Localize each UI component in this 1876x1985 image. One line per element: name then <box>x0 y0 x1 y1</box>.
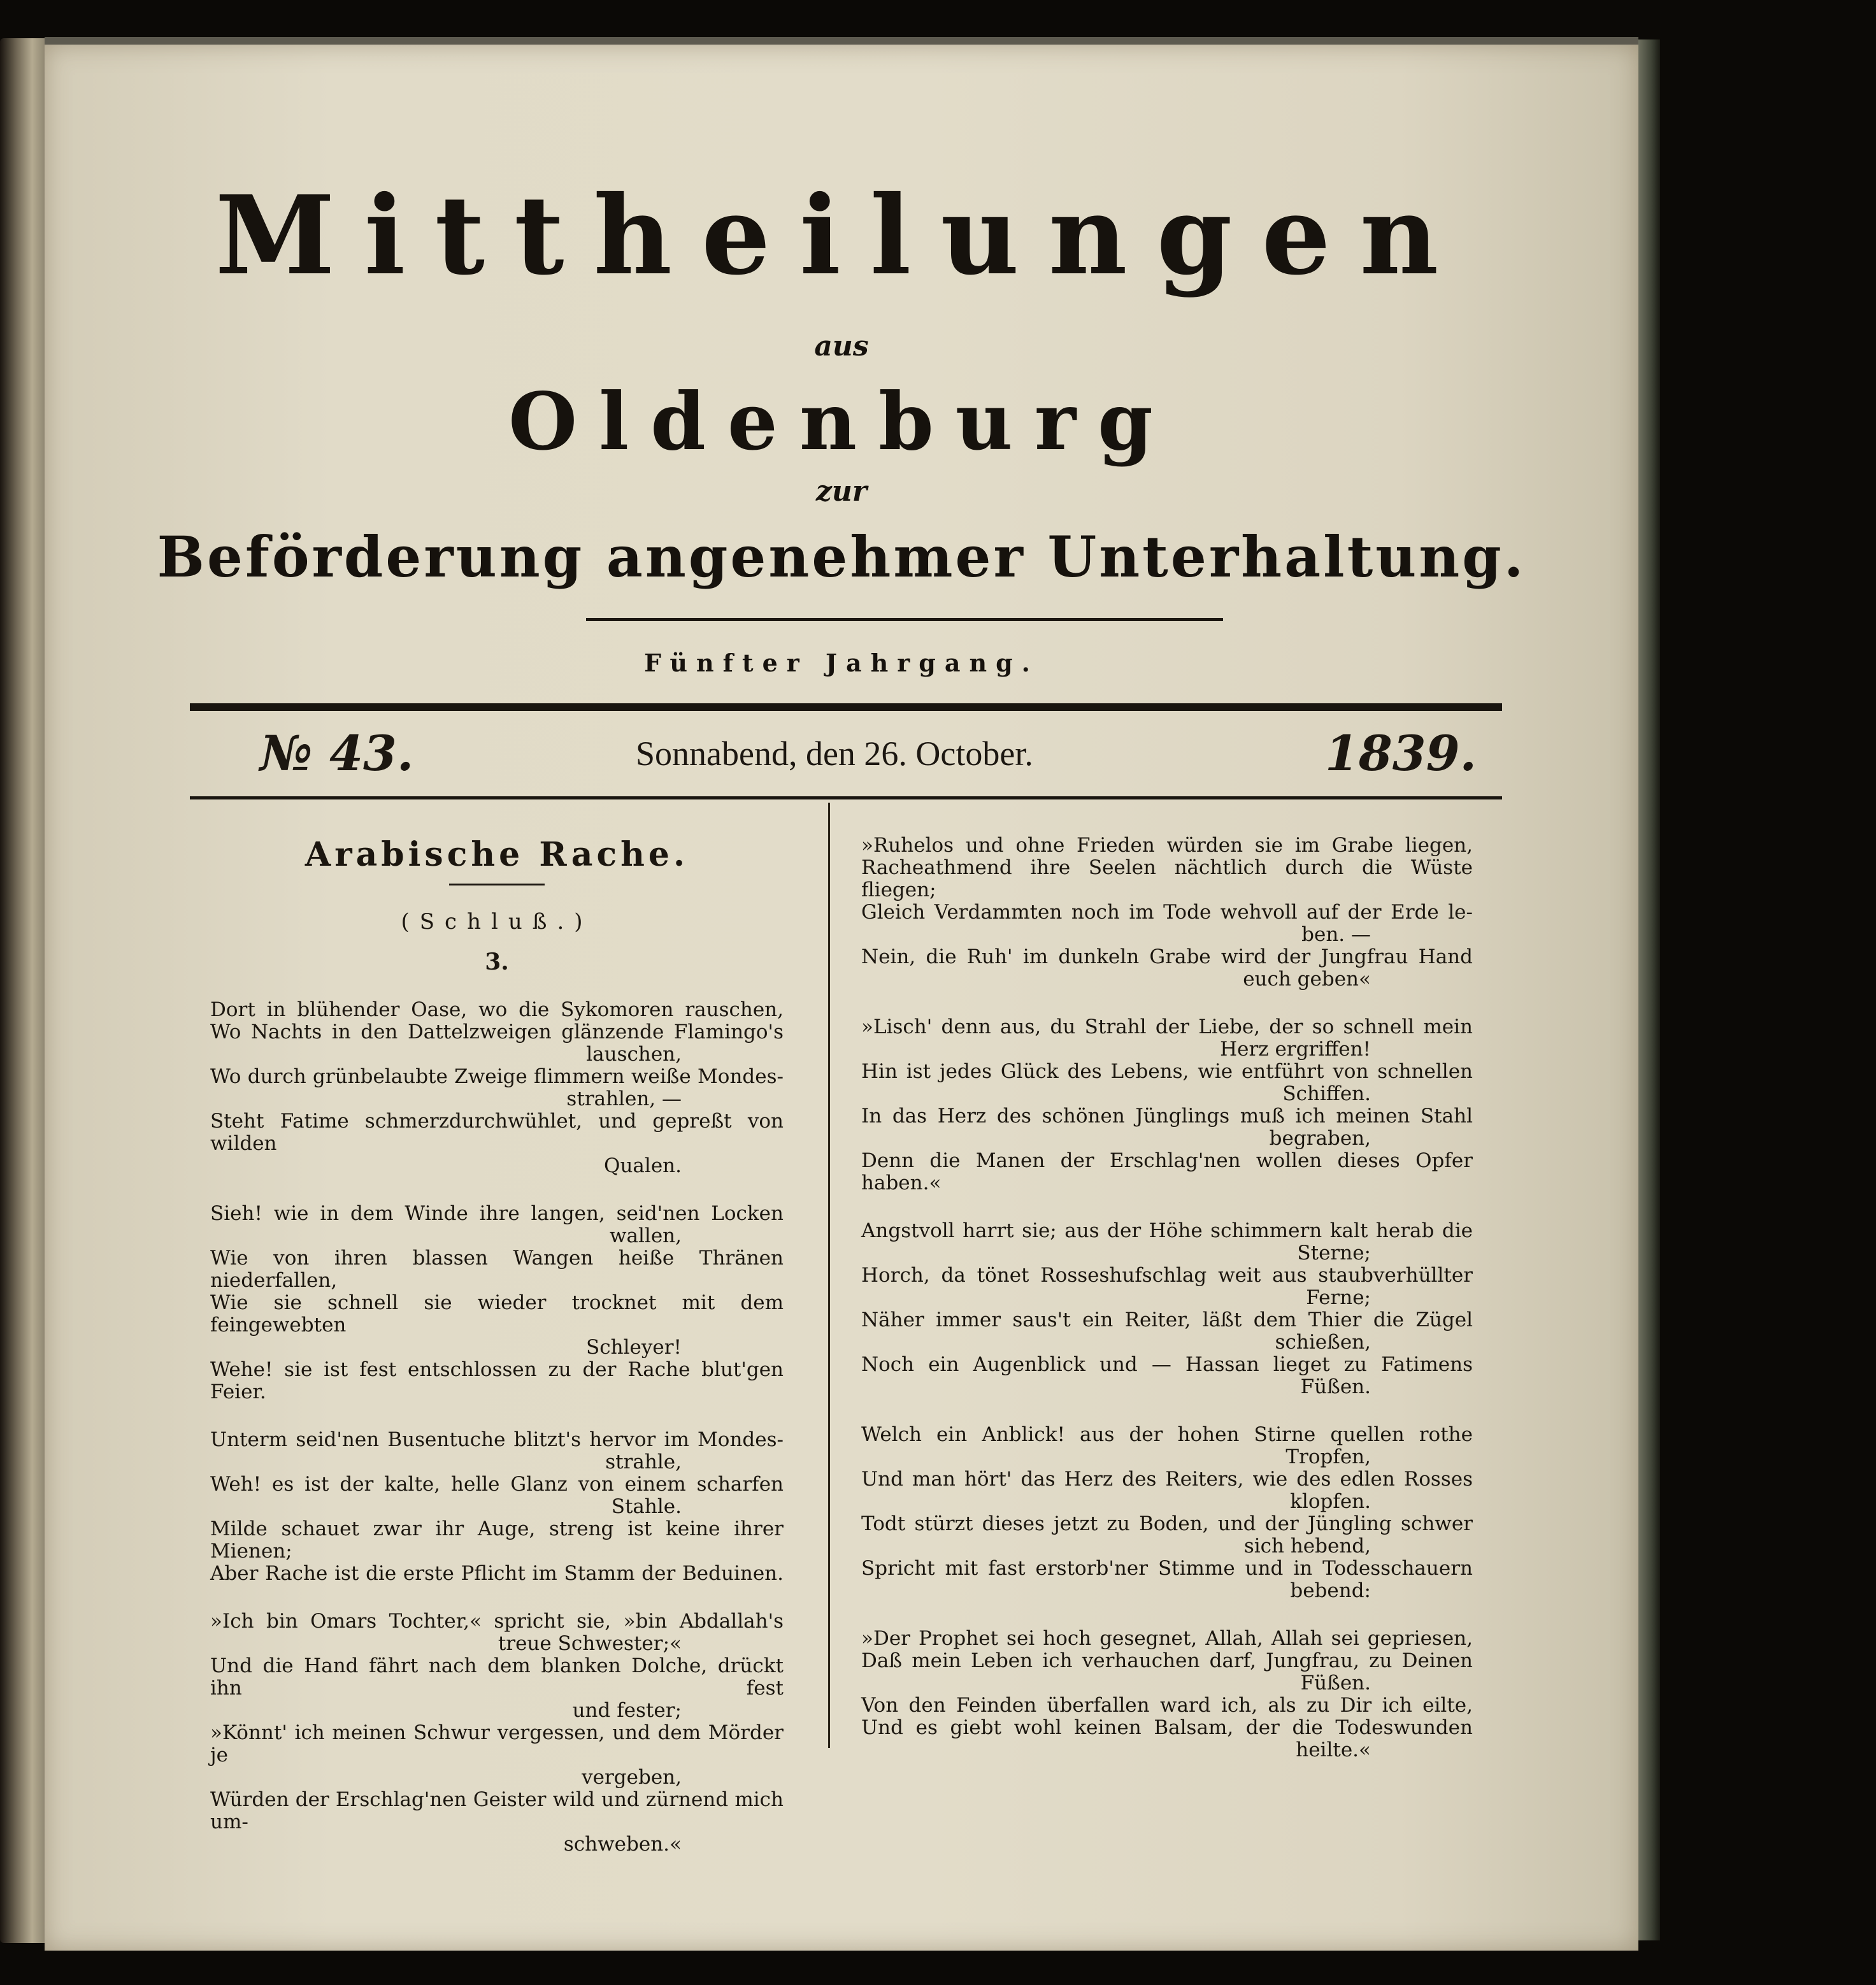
right-page-edge <box>1638 39 1660 1940</box>
verse-continuation: Qualen. <box>604 1154 682 1177</box>
verse-line: Daß mein Leben ich verhauchen darf, Jungfrau, zu Deinen <box>861 1649 1473 1672</box>
verse-continuation: euch geben« <box>1243 968 1371 991</box>
verse-continuation: klopfen. <box>1290 1490 1371 1513</box>
stanza <box>210 1610 784 1856</box>
masthead-zur: zur <box>815 475 868 508</box>
volume-label: Fünfter Jahrgang. <box>644 649 1039 677</box>
verse-continuation: vergeben, <box>582 1766 682 1789</box>
masthead-place: Oldenburg <box>508 376 1175 468</box>
verse-line: Dort in blühender Oase, wo die Sykomoren rauschen, <box>210 998 784 1021</box>
verse-line: Spricht mit fast erstorb'ner Stimme und in Todesschauern <box>861 1557 1473 1580</box>
left-page-binding <box>0 38 46 1943</box>
verse-line: Sieh! wie in dem Winde ihre langen, seid'nen Locken <box>210 1202 784 1225</box>
issue-line <box>190 725 1502 795</box>
verse-line: Wie sie schnell sie wieder trocknet mit dem feingewebten <box>210 1291 784 1336</box>
verse-continuation: Füßen. <box>1300 1375 1371 1398</box>
verse-continuation: wallen, <box>609 1224 682 1247</box>
verse-line: Todt stürzt dieses jetzt zu Boden, und der Jüngling schwer <box>861 1512 1473 1535</box>
verse-line: Denn die Manen der Erschlag'nen wollen dieses Opfer haben.« <box>861 1149 1473 1194</box>
verse-line: Weh! es ist der kalte, helle Glanz von einem scharfen <box>210 1473 784 1496</box>
verse-continuation: schießen, <box>1275 1331 1371 1354</box>
verse-line: Welch ein Anblick! aus der hohen Stirne quellen rothe <box>861 1423 1473 1446</box>
right-column <box>861 835 1473 1787</box>
verse-line: Und man hört' das Herz des Reiters, wie des edlen Rosses <box>861 1468 1473 1491</box>
verse-line: »Ich bin Omars Tochter,« spricht sie, »bin Abdallah's <box>210 1610 784 1633</box>
verse-continuation: begraben, <box>1269 1127 1371 1150</box>
stanza <box>210 1429 784 1585</box>
verse-line: Racheathmend ihre Seelen nächtlich durch die Wüste fliegen; <box>861 856 1473 901</box>
right-stanzas <box>861 835 1473 1761</box>
verse-line: Näher immer saus't ein Reiter, läßt dem Thier die Zügel <box>861 1308 1473 1331</box>
left-stanzas <box>210 999 784 1856</box>
verse-continuation: lauschen, <box>586 1043 682 1066</box>
stanza <box>861 1220 1473 1398</box>
masthead-aus: aus <box>814 330 869 362</box>
issue-date: Sonnabend, den 26. October. <box>636 735 1033 773</box>
verse-line: Wo durch grünbelaubte Zweige flimmern weiße Mondes- <box>210 1065 784 1088</box>
verse-line: Würden der Erschlag'nen Geister wild und zürnend mich um- <box>210 1788 784 1833</box>
verse-line: Noch ein Augenblick und — Hassan lieget zu Fatimens <box>861 1353 1473 1376</box>
verse-line: »Ruhelos und ohne Frieden würden sie im Grabe liegen, <box>861 834 1473 857</box>
verse-line: Aber Rache ist die erste Pflicht im Stamm der Beduinen. <box>210 1562 784 1585</box>
verse-line: »Der Prophet sei hoch gesegnet, Allah, Allah sei gepriesen, <box>861 1627 1473 1650</box>
verse-continuation: Ferne; <box>1306 1286 1371 1309</box>
verse-continuation: treue Schwester;« <box>498 1632 682 1655</box>
verse-continuation: Füßen. <box>1300 1672 1371 1695</box>
verse-line: Und die Hand fährt nach dem blanken Dolche, drückt ihn fest <box>210 1654 784 1700</box>
verse-line: »Könnt' ich meinen Schwur vergessen, und dem Mörder je <box>210 1721 784 1766</box>
verse-line: Wo Nachts in den Dattelzweigen glänzende Flamingo's <box>210 1021 784 1043</box>
verse-line: Steht Fatime schmerzdurchwühlet, und gepreßt von wilden <box>210 1110 784 1155</box>
verse-continuation: Herz ergriffen! <box>1220 1038 1371 1061</box>
column-divider <box>828 803 830 1748</box>
verse-continuation: und fester; <box>572 1699 682 1722</box>
poem-subtitle: (Schluß.) <box>401 909 593 935</box>
verse-continuation: Schiffen. <box>1282 1082 1371 1105</box>
stanza <box>861 835 1473 991</box>
verse-continuation: sich hebend, <box>1243 1535 1371 1558</box>
issue-number: № 43. <box>260 725 414 782</box>
verse-line: Wie von ihren blassen Wangen heiße Thränen niederfallen, <box>210 1247 784 1292</box>
poem-title: Arabische Rache. <box>304 835 689 874</box>
verse-line: Milde schauet zwar ihr Auge, streng ist keine ihrer Mienen; <box>210 1517 784 1563</box>
header-rule-top <box>190 703 1502 711</box>
verse-line: »Lisch' denn aus, du Strahl der Liebe, der so schnell mein <box>861 1015 1473 1038</box>
poem-part-number: 3. <box>485 949 509 975</box>
verse-line: Wehe! sie ist fest entschlossen zu der Rache blut'gen Feier. <box>210 1358 784 1403</box>
verse-continuation: strahle, <box>605 1451 682 1473</box>
newspaper-page <box>45 37 1638 1951</box>
verse-line: Horch, da tönet Rosseshufschlag weit aus staubverhüllter <box>861 1264 1473 1287</box>
header-rule-bottom <box>190 796 1502 799</box>
masthead-divider <box>586 618 1223 621</box>
verse-line: Hin ist jedes Glück des Lebens, wie entführt von schnellen <box>861 1060 1473 1083</box>
stanza <box>210 1203 784 1403</box>
verse-line: Gleich Verdammten noch im Tode wehvoll auf der Erde le- <box>861 901 1473 924</box>
verse-continuation: strahlen, — <box>566 1087 682 1110</box>
verse-continuation: Stahle. <box>611 1495 682 1518</box>
stanza <box>861 1016 1473 1194</box>
verse-continuation: ben. — <box>1301 923 1371 946</box>
verse-continuation: schweben.« <box>563 1833 682 1856</box>
verse-line: In das Herz des schönen Jünglings muß ich meinen Stahl <box>861 1105 1473 1128</box>
verse-continuation: Schleyer! <box>586 1336 682 1359</box>
stanza <box>861 1628 1473 1761</box>
title-rule <box>449 884 545 885</box>
verse-line: Von den Feinden überfallen ward ich, als zu Dir ich eilte, <box>861 1694 1473 1717</box>
masthead-title: Mittheilungen <box>215 172 1468 299</box>
verse-continuation: bebend: <box>1290 1579 1371 1602</box>
verse-line: Angstvoll harrt sie; aus der Höhe schimmern kalt herab die <box>861 1219 1473 1242</box>
verse-continuation: heilte.« <box>1296 1738 1371 1761</box>
issue-year: 1839. <box>1325 725 1477 782</box>
verse-line: Und es giebt wohl keinen Balsam, der die Todeswunden <box>861 1716 1473 1739</box>
verse-continuation: Sterne; <box>1297 1242 1371 1265</box>
stanza <box>210 999 784 1177</box>
masthead-subtitle: Beförderung angenehmer Unterhaltung. <box>157 524 1526 590</box>
stanza <box>861 1424 1473 1602</box>
verse-line: Nein, die Ruh' im dunkeln Grabe wird der Jungfrau Hand <box>861 945 1473 968</box>
left-column <box>210 835 784 1881</box>
verse-line: Unterm seid'nen Busentuche blitzt's hervor im Mondes- <box>210 1428 784 1451</box>
verse-continuation: Tropfen, <box>1285 1445 1371 1468</box>
